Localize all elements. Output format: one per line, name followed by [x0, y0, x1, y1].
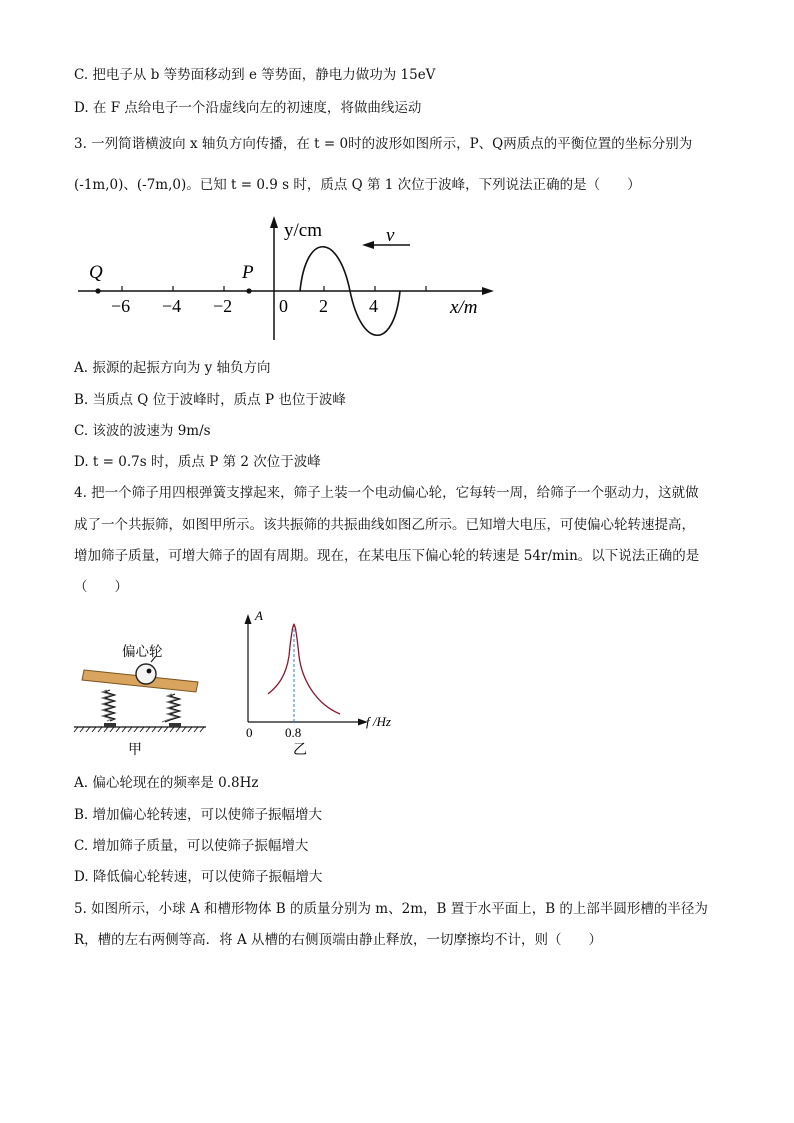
figure-caption-yi: 乙 [293, 743, 307, 758]
q4-option-b: B. 增加偏心轮转速，可以使筛子振幅增大 [74, 807, 323, 823]
x-axis-arrow [482, 287, 494, 295]
y-axis-label: y/cm [284, 220, 322, 241]
option-c-prev: C. 把电子从 b 等势面移动到 e 等势面，静电力做功为 15eV [74, 67, 436, 83]
option-d-prev: D. 在 F 点给电子一个沿虚线向左的初速度，将做曲线运动 [74, 100, 422, 116]
peak-tick-label: 0.8 [285, 725, 302, 740]
spring-foot-left [104, 723, 116, 727]
q4-stem-line3: 增加筛子质量，可增大筛子的固有周期。现在，在某电压下偏心轮的转速是 54r/min。以下说法正确的是 [74, 548, 700, 564]
eccentric-wheel [136, 664, 156, 684]
q3-option-c: C. 该波的波速为 9m/s [74, 423, 211, 439]
point-q-dot [95, 288, 100, 293]
q4-option-d: D. 降低偏心轮转速，可以使筛子振幅增大 [74, 869, 323, 885]
y-axis-arrow [270, 216, 278, 228]
a-axis-label: A [255, 608, 263, 623]
q5-stem-line2: R，槽的左右两侧等高．将 A 从槽的右侧顶端由静止释放，一切摩擦均不计，则（ ） [74, 932, 602, 948]
tick-label: −6 [111, 296, 131, 316]
tick-label: 4 [369, 296, 378, 316]
resonance-figure [238, 606, 404, 758]
q4-stem-line1: 4. 把一个筛子用四根弹簧支撑起来，筛子上装一个电动偏心轮，它每转一周，给筛子一个驱动力，这就做 [74, 485, 699, 501]
q3-option-b: B. 当质点 Q 位于波峰时，质点 P 也位于波峰 [74, 392, 346, 408]
figure-caption-jia: 甲 [128, 743, 142, 758]
spring-left [102, 690, 115, 721]
q5-stem-line1: 5. 如图所示，小球 A 和槽形物体 B 的质量分别为 m、2m，B 置于水平面上，B 的上部半圆形槽的半径为 [74, 901, 708, 917]
point-q-label: Q [89, 262, 103, 283]
point-p-dot [246, 288, 251, 293]
wave-figure [74, 212, 504, 342]
tick-label: −2 [213, 296, 233, 316]
point-p-label: P [242, 262, 254, 283]
q4-option-a: A. 偏心轮现在的频率是 0.8Hz [74, 775, 259, 791]
q4-option-c: C. 增加筛子质量，可以使筛子振幅增大 [74, 838, 309, 854]
wheel-label: 偏心轮 [122, 644, 163, 659]
origin-label: 0 [246, 725, 253, 740]
resonance-curve [268, 624, 340, 714]
spring-right [162, 694, 180, 722]
spring-foot-right [169, 723, 181, 727]
q3-stem-line1: 3. 一列简谐横波向 x 轴负方向传播，在 t = 0时的波形如图所示，P、Q两质点的平衡位置的坐标分别为 [74, 136, 693, 152]
sieve-figure [70, 636, 210, 758]
q4-stem-line2: 成了一个共振筛，如图甲所示。该共振筛的共振曲线如图乙所示。已知增大电压，可使偏心轮转速提高， [74, 517, 695, 533]
wheel-axle [147, 669, 152, 674]
x-axis-label: x/m [450, 297, 478, 318]
tick-label: 0 [279, 296, 288, 316]
ground-hatching [74, 727, 204, 732]
a-axis-arrow [245, 614, 252, 624]
q3-stem-line2: (-1m,0)、(-7m,0)。已知 t = 0.9 s 时，质点 Q 第 1 次位于波峰，下列说法正确的是（ ） [74, 177, 641, 193]
q4-stem-line4: （ ） [74, 579, 128, 595]
tick-label: −4 [162, 296, 182, 316]
q3-option-d: D. t = 0.7s 时，质点 P 第 2 次位于波峰 [74, 454, 321, 470]
f-axis-label: f /Hz [366, 714, 391, 729]
velocity-label: v [386, 225, 395, 246]
q3-option-a: A. 振源的起振方向为 y 轴负方向 [74, 360, 271, 376]
tick-label: 2 [319, 296, 328, 316]
velocity-arrowhead [362, 241, 374, 249]
